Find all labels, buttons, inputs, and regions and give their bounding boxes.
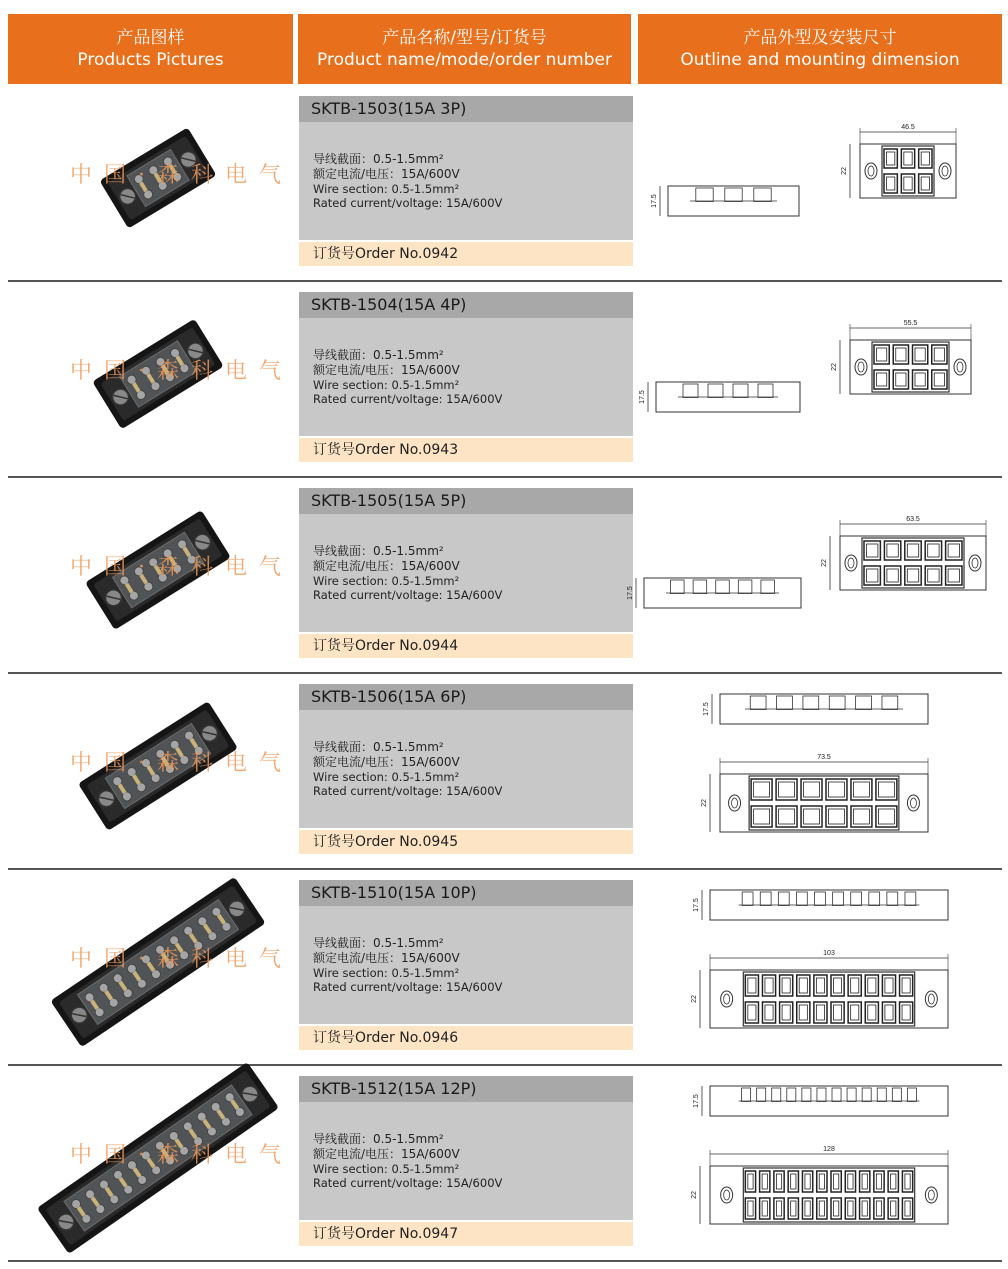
product-row — [8, 870, 1002, 1066]
header-col1-en: Products Pictures — [77, 50, 224, 70]
top-view-drawing — [701, 754, 928, 832]
spec-box — [299, 710, 633, 828]
side-view-drawing — [627, 578, 801, 608]
header-col1-zh: 产品图样 — [116, 28, 185, 48]
product-photo — [8, 86, 298, 282]
header-col2-en: Product name/mode/order number — [317, 50, 612, 70]
spec-box — [299, 318, 633, 436]
top-view-drawing — [821, 516, 986, 590]
side-view-drawing — [639, 382, 800, 412]
order-number: 订货号Order No.0943 — [299, 438, 633, 462]
product-row — [8, 86, 1002, 282]
spec-rated-en: Rated current/voltage: 15A/600V — [313, 784, 503, 798]
row-divider — [8, 1260, 1002, 1262]
dimension-width-label: 22 — [831, 363, 838, 371]
product-photo — [8, 282, 298, 478]
model-name: SKTB-1503(15A 3P) — [299, 96, 633, 122]
spec-wire-section-zh: 导线截面：0.5-1.5mm² — [313, 348, 444, 362]
product-photo — [8, 870, 298, 1066]
spec-rated-en: Rated current/voltage: 15A/600V — [313, 392, 503, 406]
outline-dimension-drawing — [638, 674, 1002, 870]
dimension-height-label: 17.5 — [627, 586, 634, 600]
dimension-width-label: 22 — [821, 559, 828, 567]
side-view-drawing — [651, 186, 799, 216]
order-number: 订货号Order No.0944 — [299, 634, 633, 658]
dimension-svg — [638, 870, 1002, 1066]
spec-rated-en: Rated current/voltage: 15A/600V — [313, 1176, 503, 1190]
product-row — [8, 1066, 1002, 1262]
outline-dimension-drawing — [638, 870, 1002, 1066]
dimension-svg — [638, 282, 1002, 478]
spec-wire-section-en: Wire section: 0.5-1.5mm² — [313, 1162, 460, 1176]
watermark-text: 中国·森科电气 — [70, 947, 293, 972]
spec-box — [299, 1102, 633, 1220]
dimension-length-label: 63.5 — [906, 516, 920, 523]
order-number: 订货号Order No.0942 — [299, 242, 633, 266]
outline-dimension-drawing — [638, 1066, 1002, 1262]
spec-wire-section-zh: 导线截面：0.5-1.5mm² — [313, 740, 444, 754]
spec-box — [299, 122, 633, 240]
header-col3-en: Outline and mounting dimension — [680, 50, 960, 70]
outline-dimension-drawing — [638, 282, 1002, 478]
top-view-drawing — [691, 1146, 948, 1224]
product-photo — [8, 478, 298, 674]
top-view-drawing — [831, 320, 971, 394]
side-view-drawing — [703, 694, 928, 724]
spec-rated-en: Rated current/voltage: 15A/600V — [313, 196, 503, 210]
spec-box — [299, 514, 633, 632]
spec-wire-section-en: Wire section: 0.5-1.5mm² — [313, 378, 460, 392]
dimension-width-label: 22 — [841, 167, 848, 175]
dimension-width-label: 22 — [691, 1191, 698, 1199]
model-name: SKTB-1506(15A 6P) — [299, 684, 633, 710]
watermark-text: 中国·森科电气 — [70, 163, 293, 188]
top-view-drawing — [691, 950, 948, 1028]
dimension-svg — [638, 1066, 1002, 1262]
spec-wire-section-en: Wire section: 0.5-1.5mm² — [313, 574, 460, 588]
model-name: SKTB-1504(15A 4P) — [299, 292, 633, 318]
header-col3-zh: 产品外型及安装尺寸 — [743, 28, 897, 48]
order-number: 订货号Order No.0945 — [299, 830, 633, 854]
dimension-height-label: 17.5 — [693, 1094, 700, 1108]
watermark-text: 中国·森科电气 — [70, 359, 293, 384]
product-photo — [8, 674, 298, 870]
top-view-drawing — [841, 124, 956, 198]
spec-wire-section-zh: 导线截面：0.5-1.5mm² — [313, 936, 444, 950]
watermark-text: 中国·森科电气 — [70, 1143, 293, 1168]
watermark-text: 中国·森科电气 — [70, 751, 293, 776]
watermark-text: 中国·森科电气 — [70, 555, 293, 580]
header-col2-zh: 产品名称/型号/订货号 — [382, 28, 547, 48]
dimension-width-label: 22 — [701, 799, 708, 807]
spec-box — [299, 906, 633, 1024]
model-name: SKTB-1505(15A 5P) — [299, 488, 633, 514]
spec-rated-zh: 额定电流/电压：15A/600V — [313, 559, 460, 573]
model-name: SKTB-1510(15A 10P) — [299, 880, 633, 906]
header-product-name — [298, 14, 631, 84]
spec-rated-en: Rated current/voltage: 15A/600V — [313, 980, 503, 994]
spec-wire-section-en: Wire section: 0.5-1.5mm² — [313, 966, 460, 980]
product-row — [8, 478, 1002, 674]
dimension-width-label: 22 — [691, 995, 698, 1003]
order-number: 订货号Order No.0946 — [299, 1026, 633, 1050]
dimension-height-label: 17.5 — [651, 194, 658, 208]
spec-wire-section-zh: 导线截面：0.5-1.5mm² — [313, 152, 444, 166]
dimension-svg — [638, 674, 1002, 870]
dimension-length-label: 46.5 — [901, 124, 915, 131]
spec-rated-zh: 额定电流/电压：15A/600V — [313, 1147, 460, 1161]
spec-rated-zh: 额定电流/电压：15A/600V — [313, 167, 460, 181]
spec-wire-section-zh: 导线截面：0.5-1.5mm² — [313, 1132, 444, 1146]
spec-wire-section-zh: 导线截面：0.5-1.5mm² — [313, 544, 444, 558]
spec-wire-section-en: Wire section: 0.5-1.5mm² — [313, 182, 460, 196]
dimension-svg — [627, 478, 1002, 674]
side-view-drawing — [693, 890, 948, 920]
dimension-height-label: 17.5 — [639, 390, 646, 404]
dimension-height-label: 17.5 — [703, 702, 710, 716]
table-header — [8, 14, 1002, 84]
spec-rated-en: Rated current/voltage: 15A/600V — [313, 588, 503, 602]
outline-dimension-drawing — [627, 478, 1002, 674]
product-photo — [8, 1066, 298, 1262]
product-row — [8, 282, 1002, 478]
spec-rated-zh: 额定电流/电压：15A/600V — [313, 363, 460, 377]
dimension-length-label: 103 — [823, 950, 835, 957]
spec-rated-zh: 额定电流/电压：15A/600V — [313, 755, 460, 769]
header-outline-dimension — [638, 14, 1002, 84]
dimension-length-label: 128 — [823, 1146, 835, 1153]
dimension-length-label: 73.5 — [817, 754, 831, 761]
dimension-length-label: 55.5 — [903, 320, 918, 327]
dimension-svg — [638, 86, 1002, 282]
dimension-height-label: 17.5 — [693, 898, 700, 912]
model-name: SKTB-1512(15A 12P) — [299, 1076, 633, 1102]
outline-dimension-drawing — [638, 86, 1002, 282]
product-row — [8, 674, 1002, 870]
side-view-drawing — [693, 1086, 948, 1116]
order-number: 订货号Order No.0947 — [299, 1222, 633, 1246]
spec-rated-zh: 额定电流/电压：15A/600V — [313, 951, 460, 965]
header-products-pictures — [8, 14, 293, 84]
spec-wire-section-en: Wire section: 0.5-1.5mm² — [313, 770, 460, 784]
